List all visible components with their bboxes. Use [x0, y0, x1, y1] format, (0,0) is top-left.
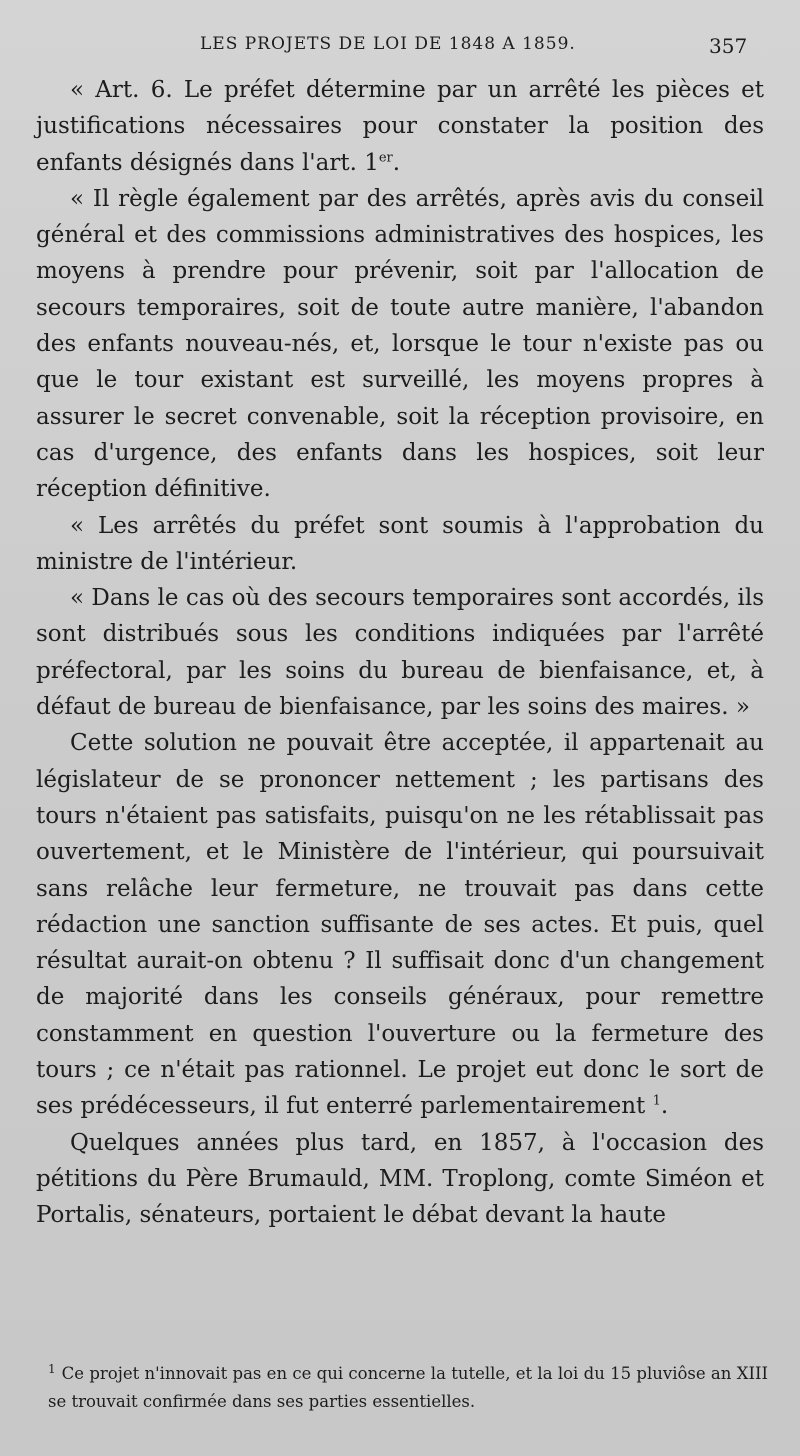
- footnote-reference: 1: [652, 1093, 661, 1109]
- page-header: [0, 34, 800, 64]
- superscript-er: er: [378, 149, 393, 165]
- paragraph-end: .: [392, 149, 401, 176]
- paragraph-arretes: « Les arrêtés du préfet sont soumis à l'approbation du ministre de l'intérieur.: [36, 512, 764, 575]
- paragraph-text: « Art. 6. Le préfet détermine par un arrêté les pièces et justifications nécessaires pour constater la position des enfants désignés dans l'art. 1: [36, 77, 764, 176]
- footnote: [48, 1360, 768, 1416]
- footnote-marker: 1: [48, 1361, 56, 1376]
- paragraph-article-6: [36, 72, 764, 181]
- paragraph-regle: « Il règle également par des arrêtés, après avis du conseil général et des commissions administratives des hospices, les moyens à prendre pour prévenir, soit par l'allocation de secours temporaires, soit de toute autre manière, l'abandon des enfants nouveau-nés, et, lorsque le tour n'existe pas ou que le tour existant est surveillé, les moyens propres à assurer le secret convenable, soit la réception provisoire, en cas d'urgence, des enfants dans les hospices, soit leur réception définitive.: [36, 185, 764, 503]
- body-text: [36, 72, 764, 1234]
- paragraph-secours: « Dans le cas où des secours temporaires sont accordés, ils sont distribués sous les conditions indiquées par l'arrêté préfectoral, par les soins du bureau de bienfaisance, et, à défaut de bureau de bienfaisance, par les soins des maires. »: [36, 585, 764, 721]
- paragraph-end: .: [660, 1093, 669, 1120]
- running-title: LES PROJETS DE LOI DE 1848 A 1859.: [200, 34, 576, 54]
- paragraph-quelques-annees: Quelques années plus tard, en 1857, à l'occasion des pétitions du Père Brumauld, MM. Troplong, comte Siméon et Portalis, sénateurs, portaient le débat devant la haute: [36, 1129, 764, 1229]
- footnote-text: Ce projet n'innovait pas en ce qui concerne la tutelle, et la loi du 15 pluviôse an XIII se trouvait confirmée dans ses parties essentielles.: [48, 1364, 768, 1411]
- paragraph-solution: [36, 725, 764, 1124]
- paragraph-text: Cette solution ne pouvait être acceptée, il appartenait au législateur de se prononcer nettement ; les partisans des tours n'étaient pas satisfaits, puisqu'on ne les rétablissait pas ouvertement, et le Ministère de l'intérieur, qui poursuivait sans relâche leur fermeture, ne trouvait pas dans cette rédaction une sanction suffisante de ses actes. Et puis, quel résultat aurait-on obtenu ? Il suffisait donc d'un changement de majorité dans les conseils généraux, pour remettre constamment en question l'ouverture ou la fermeture des tours ; ce n'était pas rationnel. Le projet eut donc le sort de ses prédécesseurs, il fut enterré parlementairement: [36, 730, 764, 1120]
- page-number: 357: [709, 34, 748, 58]
